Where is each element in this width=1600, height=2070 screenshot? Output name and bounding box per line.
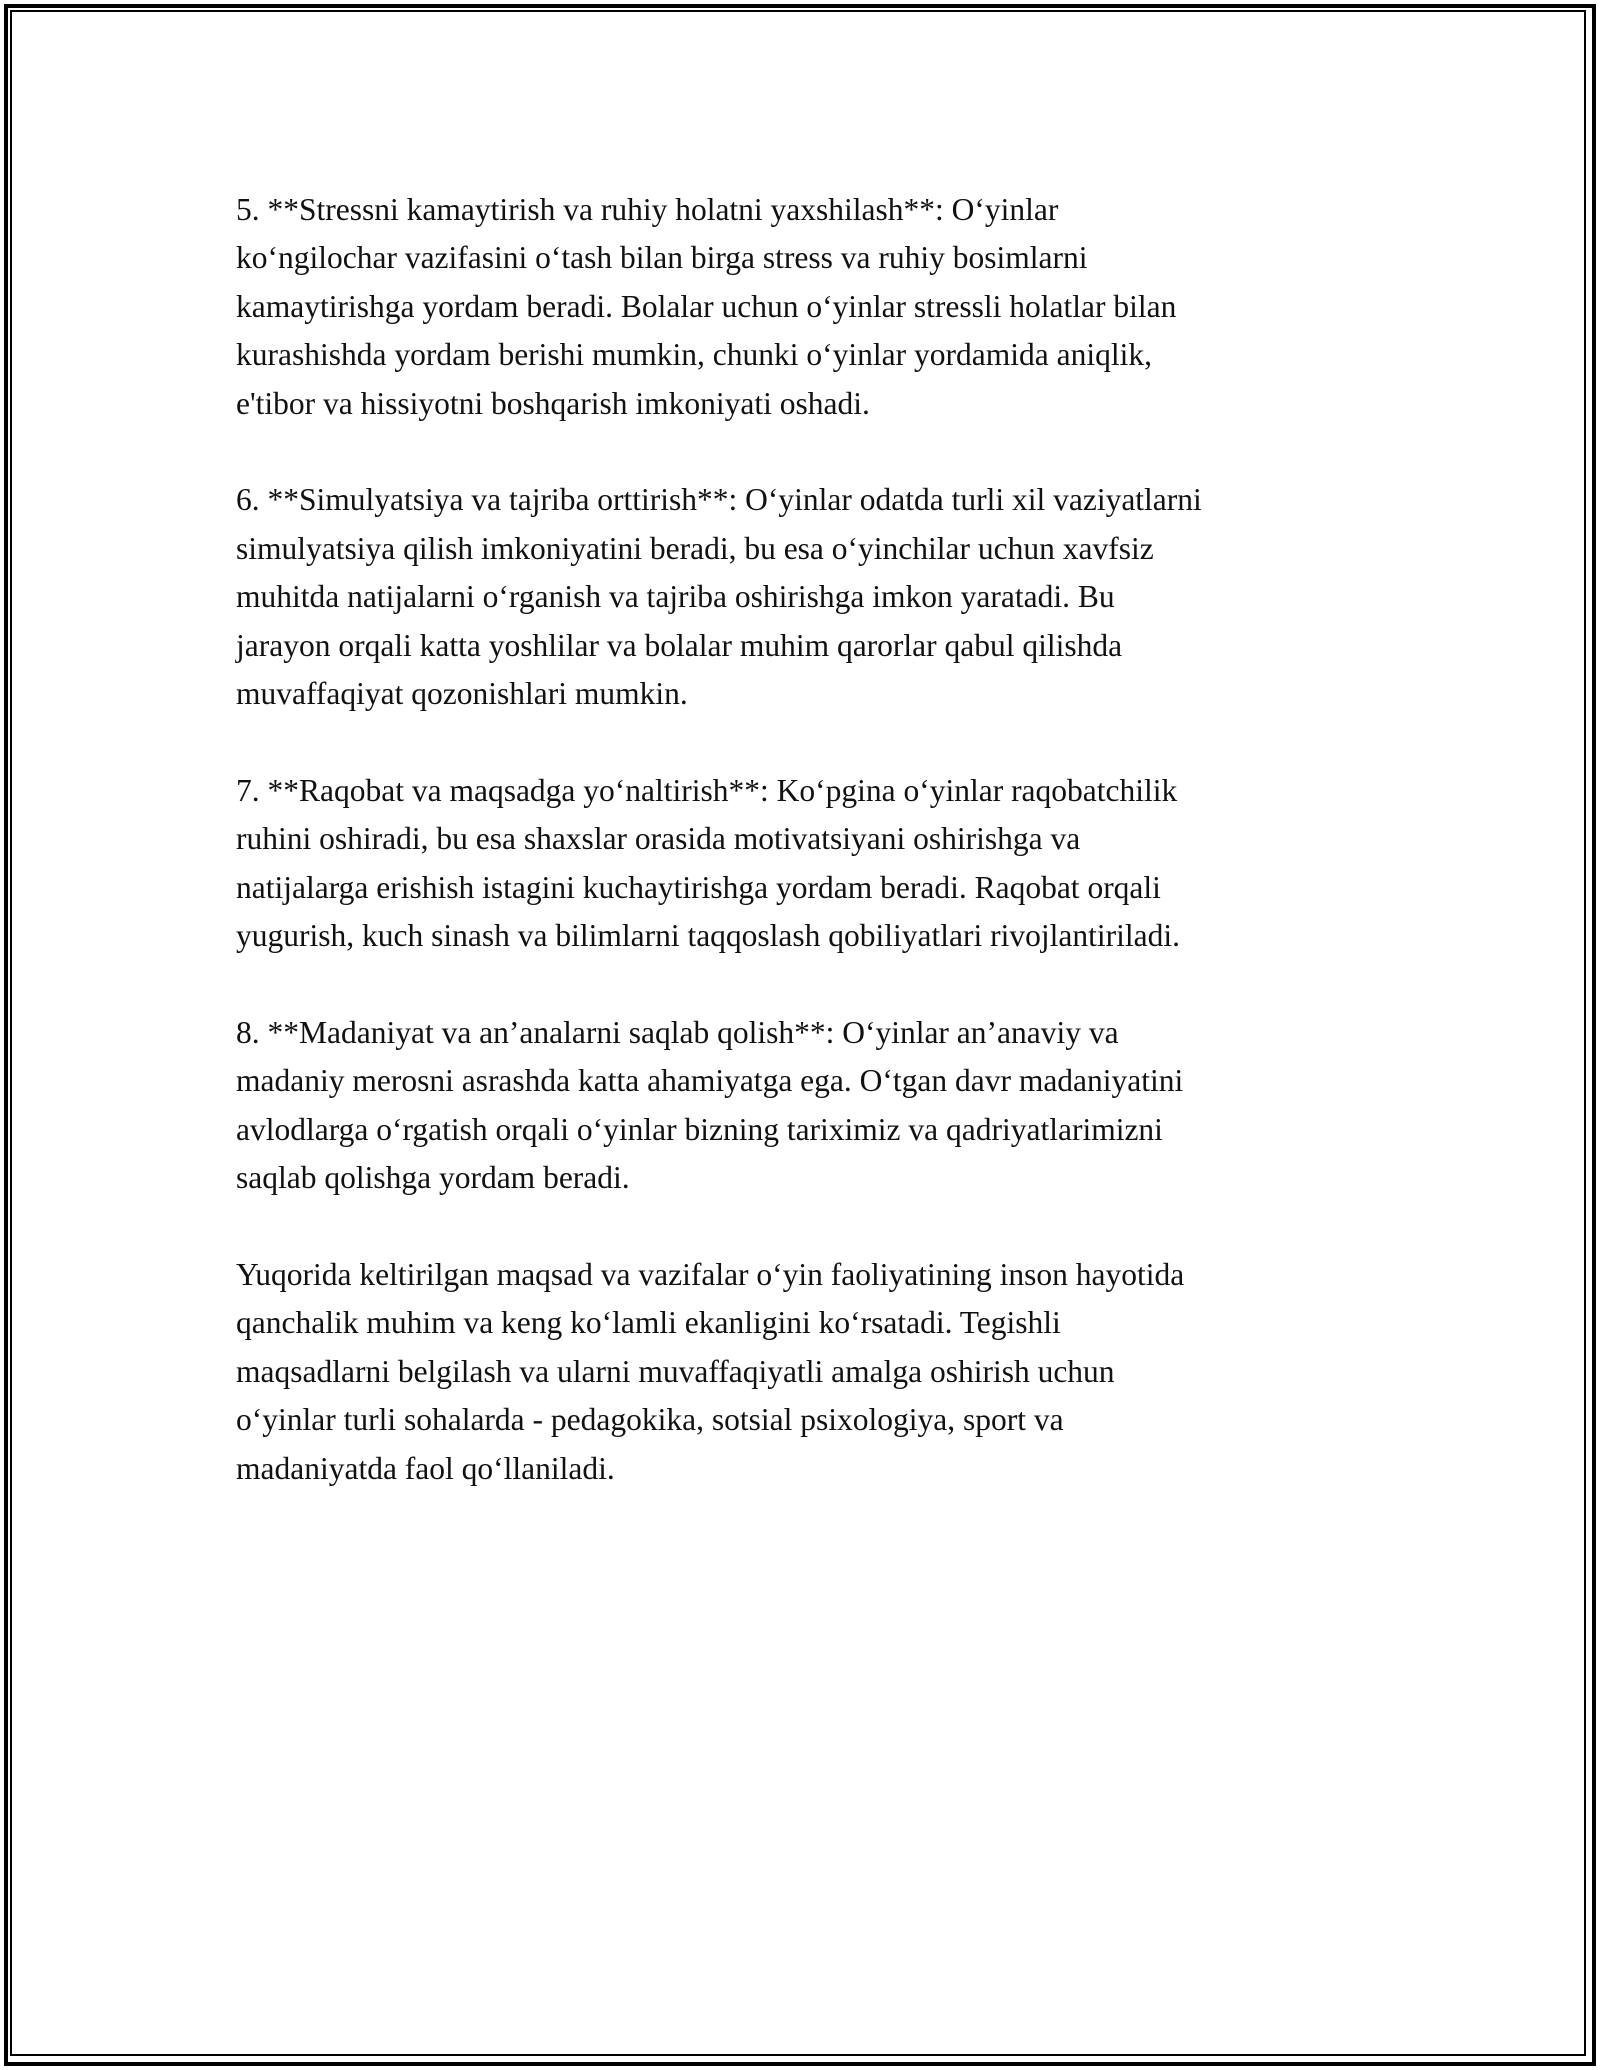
paragraph-conclusion: [236, 1251, 1386, 1493]
text-line: jarayon orqali katta yoshlilar va bolalar muhim qarorlar qabul qilishda: [236, 627, 1123, 663]
text-line: 5. **Stressni kamaytirish va ruhiy holatni yaxshilash**: O‘yinlar: [236, 192, 1059, 227]
text-line: madaniy merosni asrashda katta ahamiyatga ega. O‘tgan davr madaniyatini: [236, 1063, 1184, 1099]
text-line: simulyatsiya qilish imkoniyatini beradi, bu esa o‘yinchilar uchun xavfsiz: [236, 530, 1154, 566]
text-line: ruhini oshiradi, bu esa shaxslar orasida motivatsiyani oshirishga va: [236, 821, 1081, 857]
text-line: 6. **Simulyatsiya va tajriba orttirish**: O‘yinlar odatda turli xil vaziyatlarni: [236, 482, 1202, 518]
text-line: 7. **Raqobat va maqsadga yo‘naltirish**: Ko‘pgina o‘yinlar raqobatchilik: [236, 772, 1178, 808]
paragraph-culture: [236, 1009, 1386, 1203]
text-line: ko‘ngilochar vazifasini o‘tash bilan birga stress va ruhiy bosimlarni: [236, 240, 1088, 276]
text-line: qanchalik muhim va keng ko‘lamli ekanligini ko‘rsatadi. Tegishli: [236, 1305, 1061, 1341]
paragraph-stress: [236, 186, 1386, 428]
paragraph-competition: [236, 767, 1386, 961]
text-line: madaniyatda faol qo‘llaniladi.: [236, 1450, 615, 1486]
text-line: e'tibor va hissiyotni boshqarish imkoniyati oshadi.: [236, 385, 870, 421]
document-body: [236, 186, 1386, 1541]
text-line: natijalarga erishish istagini kuchaytirishga yordam beradi. Raqobat orqali: [236, 869, 1161, 905]
text-line: muvaffaqiyat qozonishlari mumkin.: [236, 676, 688, 712]
text-line: avlodlarga o‘rgatish orqali o‘yinlar bizning tariximiz va qadriyatlarimizni: [236, 1111, 1163, 1147]
text-line: o‘yinlar turli sohalarda - pedagokika, sotsial psixologiya, sport va: [236, 1402, 1064, 1438]
paragraph-simulation: [236, 476, 1386, 718]
text-line: 8. **Madaniyat va an’analarni saqlab qolish**: O‘yinlar an’anaviy va: [236, 1014, 1119, 1050]
text-line: saqlab qolishga yordam beradi.: [236, 1160, 630, 1196]
text-line: kamaytirishga yordam beradi. Bolalar uchun o‘yinlar stressli holatlar bilan: [236, 288, 1177, 324]
text-line: maqsadlarni belgilash va ularni muvaffaqiyatli amalga oshirish uchun: [236, 1353, 1115, 1389]
text-line: yugurish, kuch sinash va bilimlarni taqqoslash qobiliyatlari rivojlantiriladi.: [236, 918, 1180, 954]
text-line: muhitda natijalarni o‘rganish va tajriba oshirishga imkon yaratadi. Bu: [236, 579, 1115, 615]
text-line: Yuqorida keltirilgan maqsad va vazifalar o‘yin faoliyatining inson hayotida: [236, 1256, 1185, 1292]
text-line: kurashishda yordam berishi mumkin, chunki o‘yinlar yordamida aniqlik,: [236, 337, 1152, 373]
